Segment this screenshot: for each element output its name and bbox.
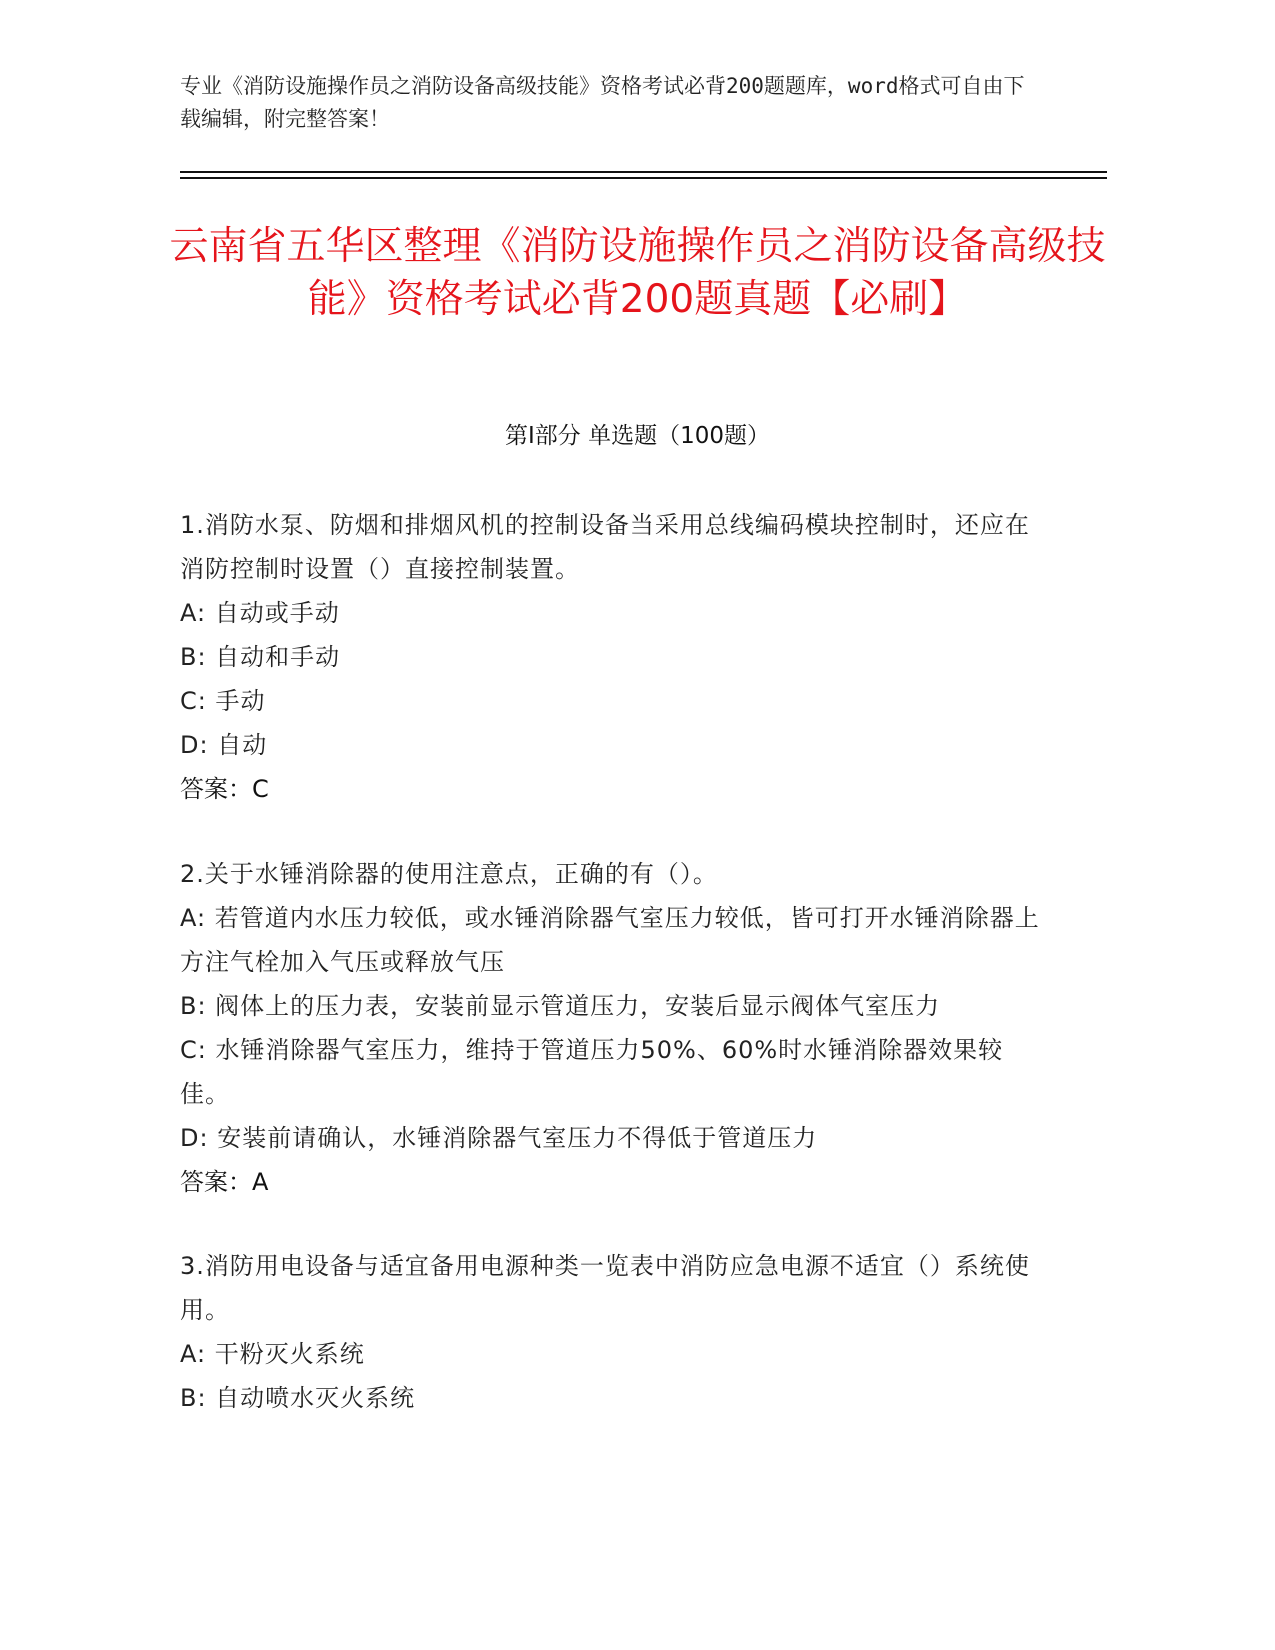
- header-note: 专业《消防设施操作员之消防设备高级技能》资格考试必背200题题库，word格式可自由下载编辑，附完整答案！: [180, 74, 1025, 131]
- question-2: [180, 852, 1050, 1204]
- document-title: 云南省五华区整理《消防设施操作员之消防设备高级技能》资格考试必背200题真题【必刷】: [169, 224, 1106, 322]
- option-b: B: 阀体上的压力表，安装前显示管道压力，安装后显示阀体气室压力: [180, 992, 941, 1020]
- question-stem: 1.消防水泵、防烟和排烟风机的控制设备当采用总线编码模块控制时，还应在消防控制时设置（）直接控制装置。: [180, 511, 1030, 583]
- header-divider-top: [180, 171, 1107, 173]
- option-d: D: 自动: [180, 731, 268, 759]
- question-stem: 3.消防用电设备与适宜备用电源种类一览表中消防应急电源不适宜（）系统使用。: [180, 1252, 1030, 1324]
- option-d: D: 安装前请确认，水锤消除器气室压力不得低于管道压力: [180, 1124, 818, 1152]
- answer-line: 答案：A: [180, 1168, 269, 1196]
- question-stem: 2.关于水锤消除器的使用注意点，正确的有（）。: [180, 860, 718, 888]
- option-a: A: 自动或手动: [180, 599, 340, 627]
- option-a: A: 若管道内水压力较低，或水锤消除器气室压力较低，皆可打开水锤消除器上方注气栓加入气压或释放气压: [180, 904, 1040, 976]
- header-divider-bottom: [180, 177, 1107, 179]
- option-c: C: 水锤消除器气室压力，维持于管道压力50%、60%时水锤消除器效果较佳。: [180, 1036, 1004, 1108]
- answer-line: 答案：C: [180, 775, 269, 803]
- option-a: A: 干粉灭火系统: [180, 1340, 365, 1368]
- question-1: [180, 503, 1050, 811]
- option-b: B: 自动和手动: [180, 643, 341, 671]
- question-3: [180, 1244, 1050, 1420]
- option-c: C: 手动: [180, 687, 266, 715]
- section-heading: 第Ⅰ部分 单选题（100题）: [505, 423, 770, 449]
- option-b: B: 自动喷水灭火系统: [180, 1384, 416, 1412]
